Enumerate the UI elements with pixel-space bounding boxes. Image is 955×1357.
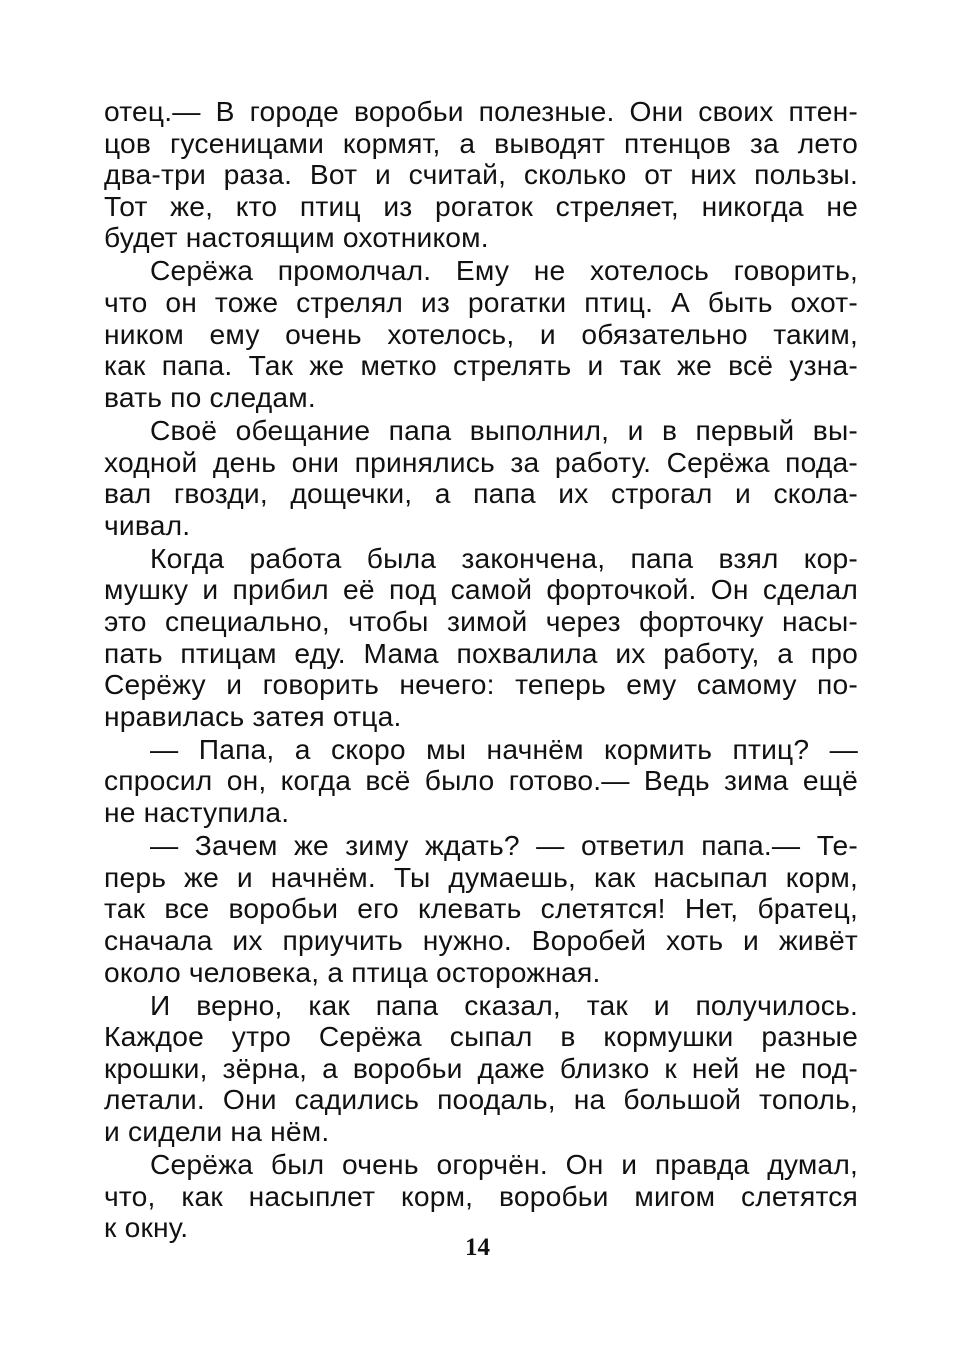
- paragraph: [104, 96, 858, 254]
- text-line: сначала их приучить нужно. Воробей хоть и живёт: [104, 923, 858, 956]
- text-line: — Папа, а скоро мы начнём кормить птиц? —: [150, 732, 858, 765]
- text-line: вать по следам.: [104, 380, 316, 413]
- text-line: Серёжа промолчал. Ему не хотелось говорить,: [150, 254, 858, 287]
- text-line: — Зачем же зиму ждать? — ответил папа.— Те-: [150, 829, 858, 862]
- page-number: 14: [465, 1234, 490, 1261]
- paragraph: [104, 415, 858, 541]
- text-line: перь же и начнём. Ты думаешь, как насыпал корм,: [104, 860, 858, 893]
- book-page-text: [104, 96, 858, 1245]
- text-line: нравилась затея отца.: [104, 699, 402, 732]
- text-line: не наступила.: [104, 796, 290, 829]
- text-line: ходной день они принялись за работу. Серёжа пода-: [104, 445, 858, 478]
- text-line: спросил он, когда всё было готово.— Ведь зима ещё: [104, 764, 858, 797]
- text-line: отец.— В городе воробьи полезные. Они своих птен-: [104, 95, 858, 127]
- text-line: крошки, зёрна, а воробьи даже близко к ней не под-: [104, 1051, 858, 1084]
- text-line: около человека, а птица осторожная.: [104, 955, 601, 988]
- text-line: два-три раза. Вот и считай, сколько от них пользы.: [104, 158, 858, 191]
- text-line: пать птицам еду. Мама похвалила их работу, а про: [104, 636, 858, 669]
- text-line: Серёжу и говорить нечего: теперь ему самому по-: [104, 668, 858, 701]
- text-line: что, как насыплет корм, воробьи мигом слетятся: [104, 1179, 858, 1212]
- text-line: мушку и прибил её под самой форточкой. Он сделал: [104, 573, 858, 606]
- text-line: и сидели на нём.: [104, 1115, 330, 1147]
- text-line: Когда работа была закончена, папа взял кор-: [150, 541, 858, 574]
- text-line: Каждое утро Серёжа сыпал в кормушки разные: [104, 1020, 858, 1053]
- text-line: чивал.: [104, 508, 191, 541]
- text-line: будет настоящим охотником.: [104, 221, 489, 254]
- text-line: Серёжа был очень огорчён. Он и правда думал,: [150, 1148, 858, 1181]
- text-line: к окну.: [104, 1211, 189, 1244]
- paragraph: [104, 1149, 858, 1244]
- paragraph: [104, 255, 858, 413]
- text-line: что он тоже стрелял из рогатки птиц. А быть охот-: [104, 286, 858, 319]
- text-line: как папа. Так же метко стрелять и так же всё узна-: [104, 349, 858, 382]
- text-line: цов гусеницами кормят, а выводят птенцов за лето: [104, 126, 858, 159]
- paragraph: [104, 734, 858, 829]
- text-line: это специально, чтобы зимой через форточку насы-: [104, 605, 858, 637]
- text-line: так все воробьи его клевать слетятся! Нет, братец,: [104, 892, 858, 925]
- paragraph: [104, 830, 858, 988]
- paragraph: [104, 990, 858, 1148]
- text-line: ником ему очень хотелось, и обязательно таким,: [104, 317, 858, 350]
- text-line: И верно, как папа сказал, так и получилось.: [150, 988, 858, 1021]
- text-line: летали. Они садились поодаль, на большой тополь,: [104, 1083, 858, 1116]
- text-line: Тот же, кто птиц из рогаток стреляет, никогда не: [104, 189, 858, 222]
- text-line: Своё обещание папа выполнил, и в первый вы-: [150, 413, 858, 446]
- paragraph: [104, 543, 858, 733]
- text-line: вал гвозди, дощечки, а папа их строгал и скола-: [104, 477, 858, 510]
